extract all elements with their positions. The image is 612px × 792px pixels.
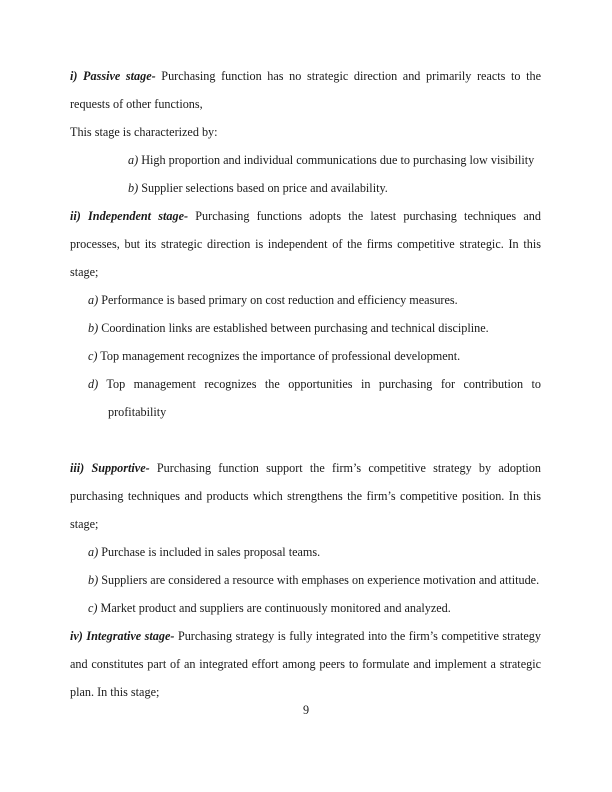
page-number: 9 xyxy=(302,703,310,717)
list-supportive-stage xyxy=(70,538,541,622)
list-item-text: High proportion and individual communications due to purchasing low visibility xyxy=(138,153,535,167)
list-marker: d) xyxy=(88,377,99,391)
list-marker: b) xyxy=(88,573,99,587)
list-item xyxy=(70,146,541,174)
list-item-text: Market product and suppliers are continuously monitored and analyzed. xyxy=(97,601,451,615)
list-item-text: Purchase is included in sales proposal teams. xyxy=(98,545,321,559)
list-marker: a) xyxy=(88,293,99,307)
paragraph-body-passive-stage: Purchasing function has no strategic direction and primarily reacts to the requests of other functions, xyxy=(70,69,541,111)
list-item xyxy=(70,566,541,594)
list-marker: c) xyxy=(88,601,98,615)
list-marker: a) xyxy=(88,545,99,559)
list-item xyxy=(70,538,541,566)
list-independent-stage xyxy=(70,286,541,426)
list-item xyxy=(70,342,541,370)
paragraph-body-independent-stage: Purchasing functions adopts the latest purchasing techniques and processes, but its strategic direction is independent of the firms competitive strategic. In this stage; xyxy=(70,209,541,279)
list-marker: b) xyxy=(88,321,99,335)
list-marker: c) xyxy=(88,349,98,363)
heading-label-integrative-stage: iv) Integrative stage- xyxy=(70,629,175,643)
paragraph-integrative-stage xyxy=(70,622,541,706)
list-item-text: Suppliers are considered a resource with emphases on experience motivation and attitude. xyxy=(98,573,540,587)
paragraph-independent-stage xyxy=(70,202,541,286)
list-marker: a) xyxy=(128,153,139,167)
list-marker: b) xyxy=(128,181,139,195)
list-item-text: Performance is based primary on cost reduction and efficiency measures. xyxy=(98,293,458,307)
list-item-text: Coordination links are established between purchasing and technical discipline. xyxy=(98,321,489,335)
list-item-text: Top management recognizes the importance of professional development. xyxy=(97,349,461,363)
list-item xyxy=(70,594,541,622)
list-item xyxy=(70,174,541,202)
heading-label-independent-stage: ii) Independent stage- xyxy=(70,209,189,223)
heading-label-supportive-stage: iii) Supportive- xyxy=(70,461,150,475)
paragraph-supportive-stage xyxy=(70,454,541,538)
list-passive-stage xyxy=(70,146,541,202)
paragraph-passive-stage xyxy=(70,62,541,118)
paragraph-characterized-intro: This stage is characterized by: xyxy=(70,125,218,139)
list-item-text: Supplier selections based on price and availability. xyxy=(138,181,388,195)
list-item xyxy=(70,286,541,314)
paragraph-body-integrative-stage: Purchasing strategy is fully integrated into the firm’s competitive strategy and constitutes part of an integrated effort among peers to formulate and implement a strategic plan. In this stage; xyxy=(70,629,541,699)
list-item xyxy=(70,314,541,342)
list-item xyxy=(70,370,541,426)
list-item-text: Top management recognizes the opportunities in purchasing for contribution to profitability xyxy=(98,377,541,419)
page-content xyxy=(70,62,541,706)
heading-label-passive-stage: i) Passive stage- xyxy=(70,69,156,83)
paragraph-spacer xyxy=(70,426,541,454)
paragraph-body-supportive-stage: Purchasing function support the firm’s competitive strategy by adoption purchasing techniques and products which strengthens the firm’s competitive position. In this stage; xyxy=(70,461,541,531)
